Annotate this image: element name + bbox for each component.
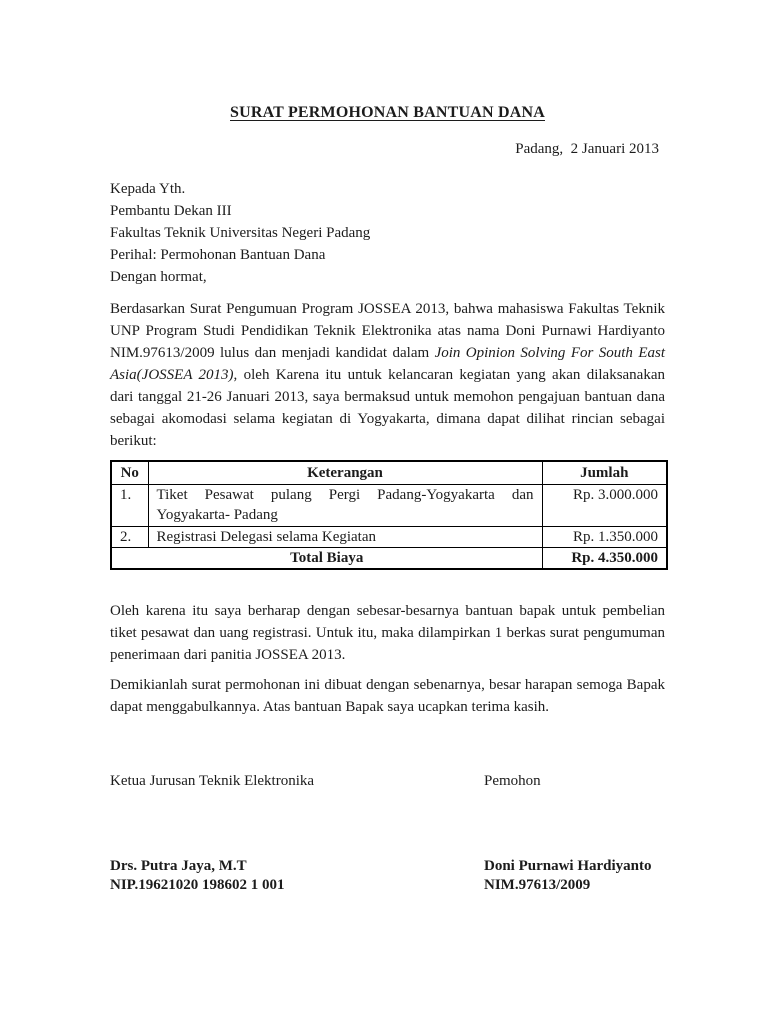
body-paragraph-3: Demikianlah surat permohonan ini dibuat dengan sebenarnya, besar harapan semoga Bapak dapat menggabulkannya. Atas bantuan Bapak saya ucapkan terima kasih. [110, 677, 665, 715]
table-header-jumlah: Jumlah [542, 461, 667, 485]
event-name-italic: Join Opinion Solving For South East Asia(JOSSEA 2013) [110, 345, 665, 383]
signature-right-block [484, 857, 665, 895]
signature-left-role: Ketua Jurusan Teknik Elektronika [110, 773, 315, 789]
cost-table [110, 460, 668, 570]
recipient-line: Dengan hormat, [110, 269, 207, 285]
paragraph-1-tail: , oleh Karena itu untuk kelancaran kegiatan yang akan dilaksanakan dari tanggal 21-26 Januari 2013, saya bermaksud untuk memohon pengajuan bantuan dana sebagai akomodasi selama kegiatan di Yogyakarta, dimana dapat dilihat rincian sebagai berikut: [110, 367, 665, 449]
table-header-no: No [111, 461, 148, 485]
recipient-line: Kepada Yth. [110, 181, 186, 197]
recipient-line: Perihal: Permohonan Bantuan Dana [110, 247, 326, 263]
table-row [111, 527, 667, 548]
recipient-line: Fakultas Teknik Universitas Negeri Padang [110, 225, 371, 241]
signature-right-name: Doni Purnawi Hardiyanto [484, 858, 652, 874]
row-amount: Rp. 3.000.000 [542, 485, 667, 527]
table-header-keterangan: Keterangan [148, 461, 542, 485]
signature-left-name: Drs. Putra Jaya, M.T [110, 858, 247, 874]
paragraph-1-lead: Berdasarkan Surat Pengumuan Program JOSSEA 2013, bahwa mahasiswa Fakultas Teknik UNP Program Studi Pendidikan Teknik Elektronika atas nama Doni Purnawi Hardiyanto NIM.97613/2009 lulus dan menjadi kandidat dalam [110, 301, 665, 361]
signature-right-role: Pemohon [484, 773, 541, 789]
row-description: Tiket Pesawat pulang Pergi Padang-Yogyakarta dan Yogyakarta- Padang [148, 485, 542, 527]
row-amount: Rp. 1.350.000 [542, 527, 667, 548]
row-description: Registrasi Delegasi selama Kegiatan [148, 527, 542, 548]
signature-right-number: NIM.97613/2009 [484, 877, 591, 893]
body-paragraph-1 [110, 298, 665, 452]
table-header-row [111, 461, 667, 485]
body-paragraph-2: Oleh karena itu saya berharap dengan sebesar-besarnya bantuan bapak untuk pembelian tiket pesawat dan uang registrasi. Untuk itu, maka dilampirkan 1 berkas surat pengumuman penerimaan dari panitia JOSSEA 2013. [110, 603, 665, 663]
date-line: Padang, 2 Januari 2013 [515, 141, 659, 157]
total-label: Total Biaya [111, 548, 542, 570]
signature-roles-row [110, 770, 665, 792]
recipient-line: Pembantu Dekan III [110, 203, 232, 219]
signature-names-row [110, 857, 665, 895]
total-row [111, 548, 667, 570]
letter-title: SURAT PERMOHONAN BANTUAN DANA [230, 104, 545, 121]
table-row [111, 485, 667, 527]
signature-left-number: NIP.19621020 198602 1 001 [110, 877, 285, 893]
row-number: 1. [111, 485, 148, 527]
recipient-block [110, 178, 665, 288]
signature-left-block [110, 857, 484, 895]
total-amount: Rp. 4.350.000 [542, 548, 667, 570]
row-number: 2. [111, 527, 148, 548]
